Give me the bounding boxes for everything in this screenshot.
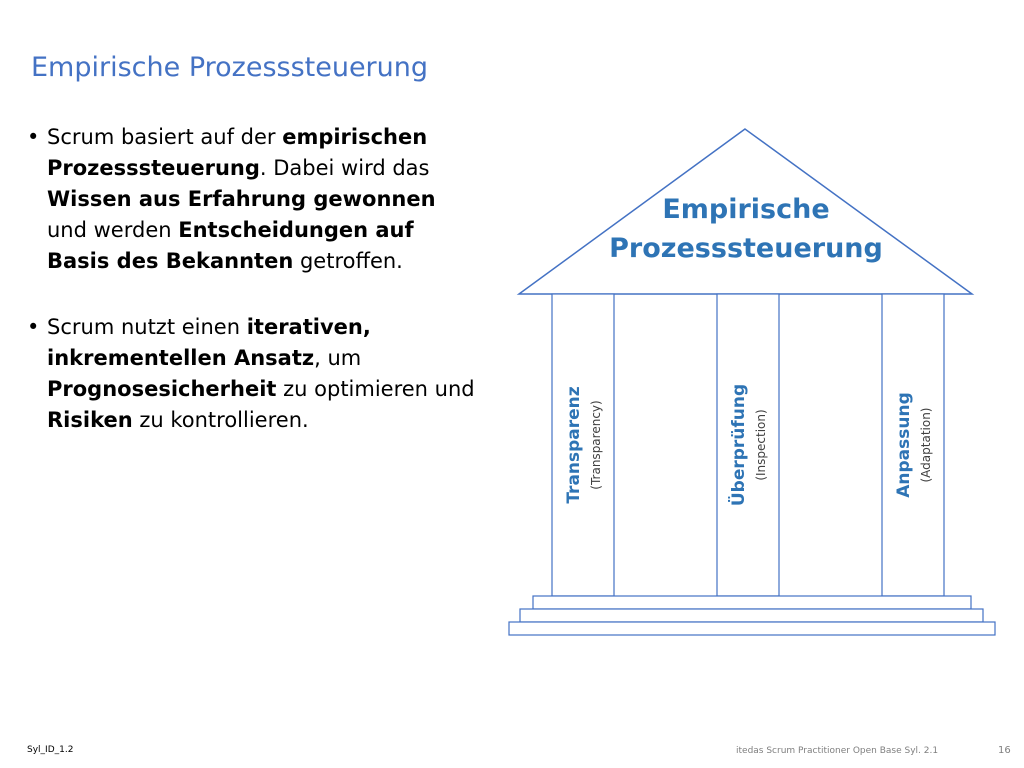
- pillar-sub-inspection: (Inspection): [754, 409, 768, 481]
- text-run-bold: empirischen Prozesssteuerung: [47, 125, 428, 180]
- slide-title: Empirische Prozesssteuerung: [31, 52, 429, 83]
- text-run: , um: [314, 346, 362, 370]
- pillar-label-transparency: Transparenz: [564, 386, 584, 504]
- page-number: 16: [998, 745, 1011, 756]
- text-run-bold: Entscheidungen auf Basis des Bekannten: [47, 218, 414, 273]
- text-run: . Dabei wird das: [259, 156, 430, 180]
- text-run: Scrum nutzt einen: [47, 315, 247, 339]
- bullet-marker: •: [27, 315, 40, 339]
- temple-step-top: [533, 596, 971, 609]
- text-run-bold: Prognosesicherheit: [47, 377, 277, 401]
- text-run: Scrum basiert auf der: [47, 125, 283, 149]
- text-run-bold: iterativen, inkrementellen Ansatz: [47, 315, 371, 370]
- roof-title-line2: Prozesssteuerung: [609, 233, 883, 264]
- bullet-marker: •: [27, 125, 40, 149]
- text-run-bold: Wissen aus Erfahrung gewonnen: [47, 187, 436, 211]
- pillar-label-adaptation: Anpassung: [894, 392, 914, 498]
- pillar-sub-adaptation: (Adaptation): [919, 407, 933, 483]
- temple-step-bottom: [509, 622, 995, 635]
- text-run: getroffen.: [293, 249, 403, 273]
- text-run: und werden: [47, 218, 179, 242]
- roof-title-line1: Empirische: [662, 194, 830, 225]
- temple-step-middle: [520, 609, 983, 622]
- text-run: zu optimieren und: [276, 377, 475, 401]
- pillar-sub-transparency: (Transparency): [589, 400, 603, 490]
- footer-course-name: itedas Scrum Practitioner Open Base Syl. 2.1: [736, 746, 939, 756]
- text-run: zu kontrollieren.: [132, 408, 309, 432]
- text-run-bold: Risiken: [47, 408, 133, 432]
- pillar-label-inspection: Überprüfung: [729, 383, 749, 507]
- footer-syllabus-id: Syl_ID_1.2: [27, 745, 74, 755]
